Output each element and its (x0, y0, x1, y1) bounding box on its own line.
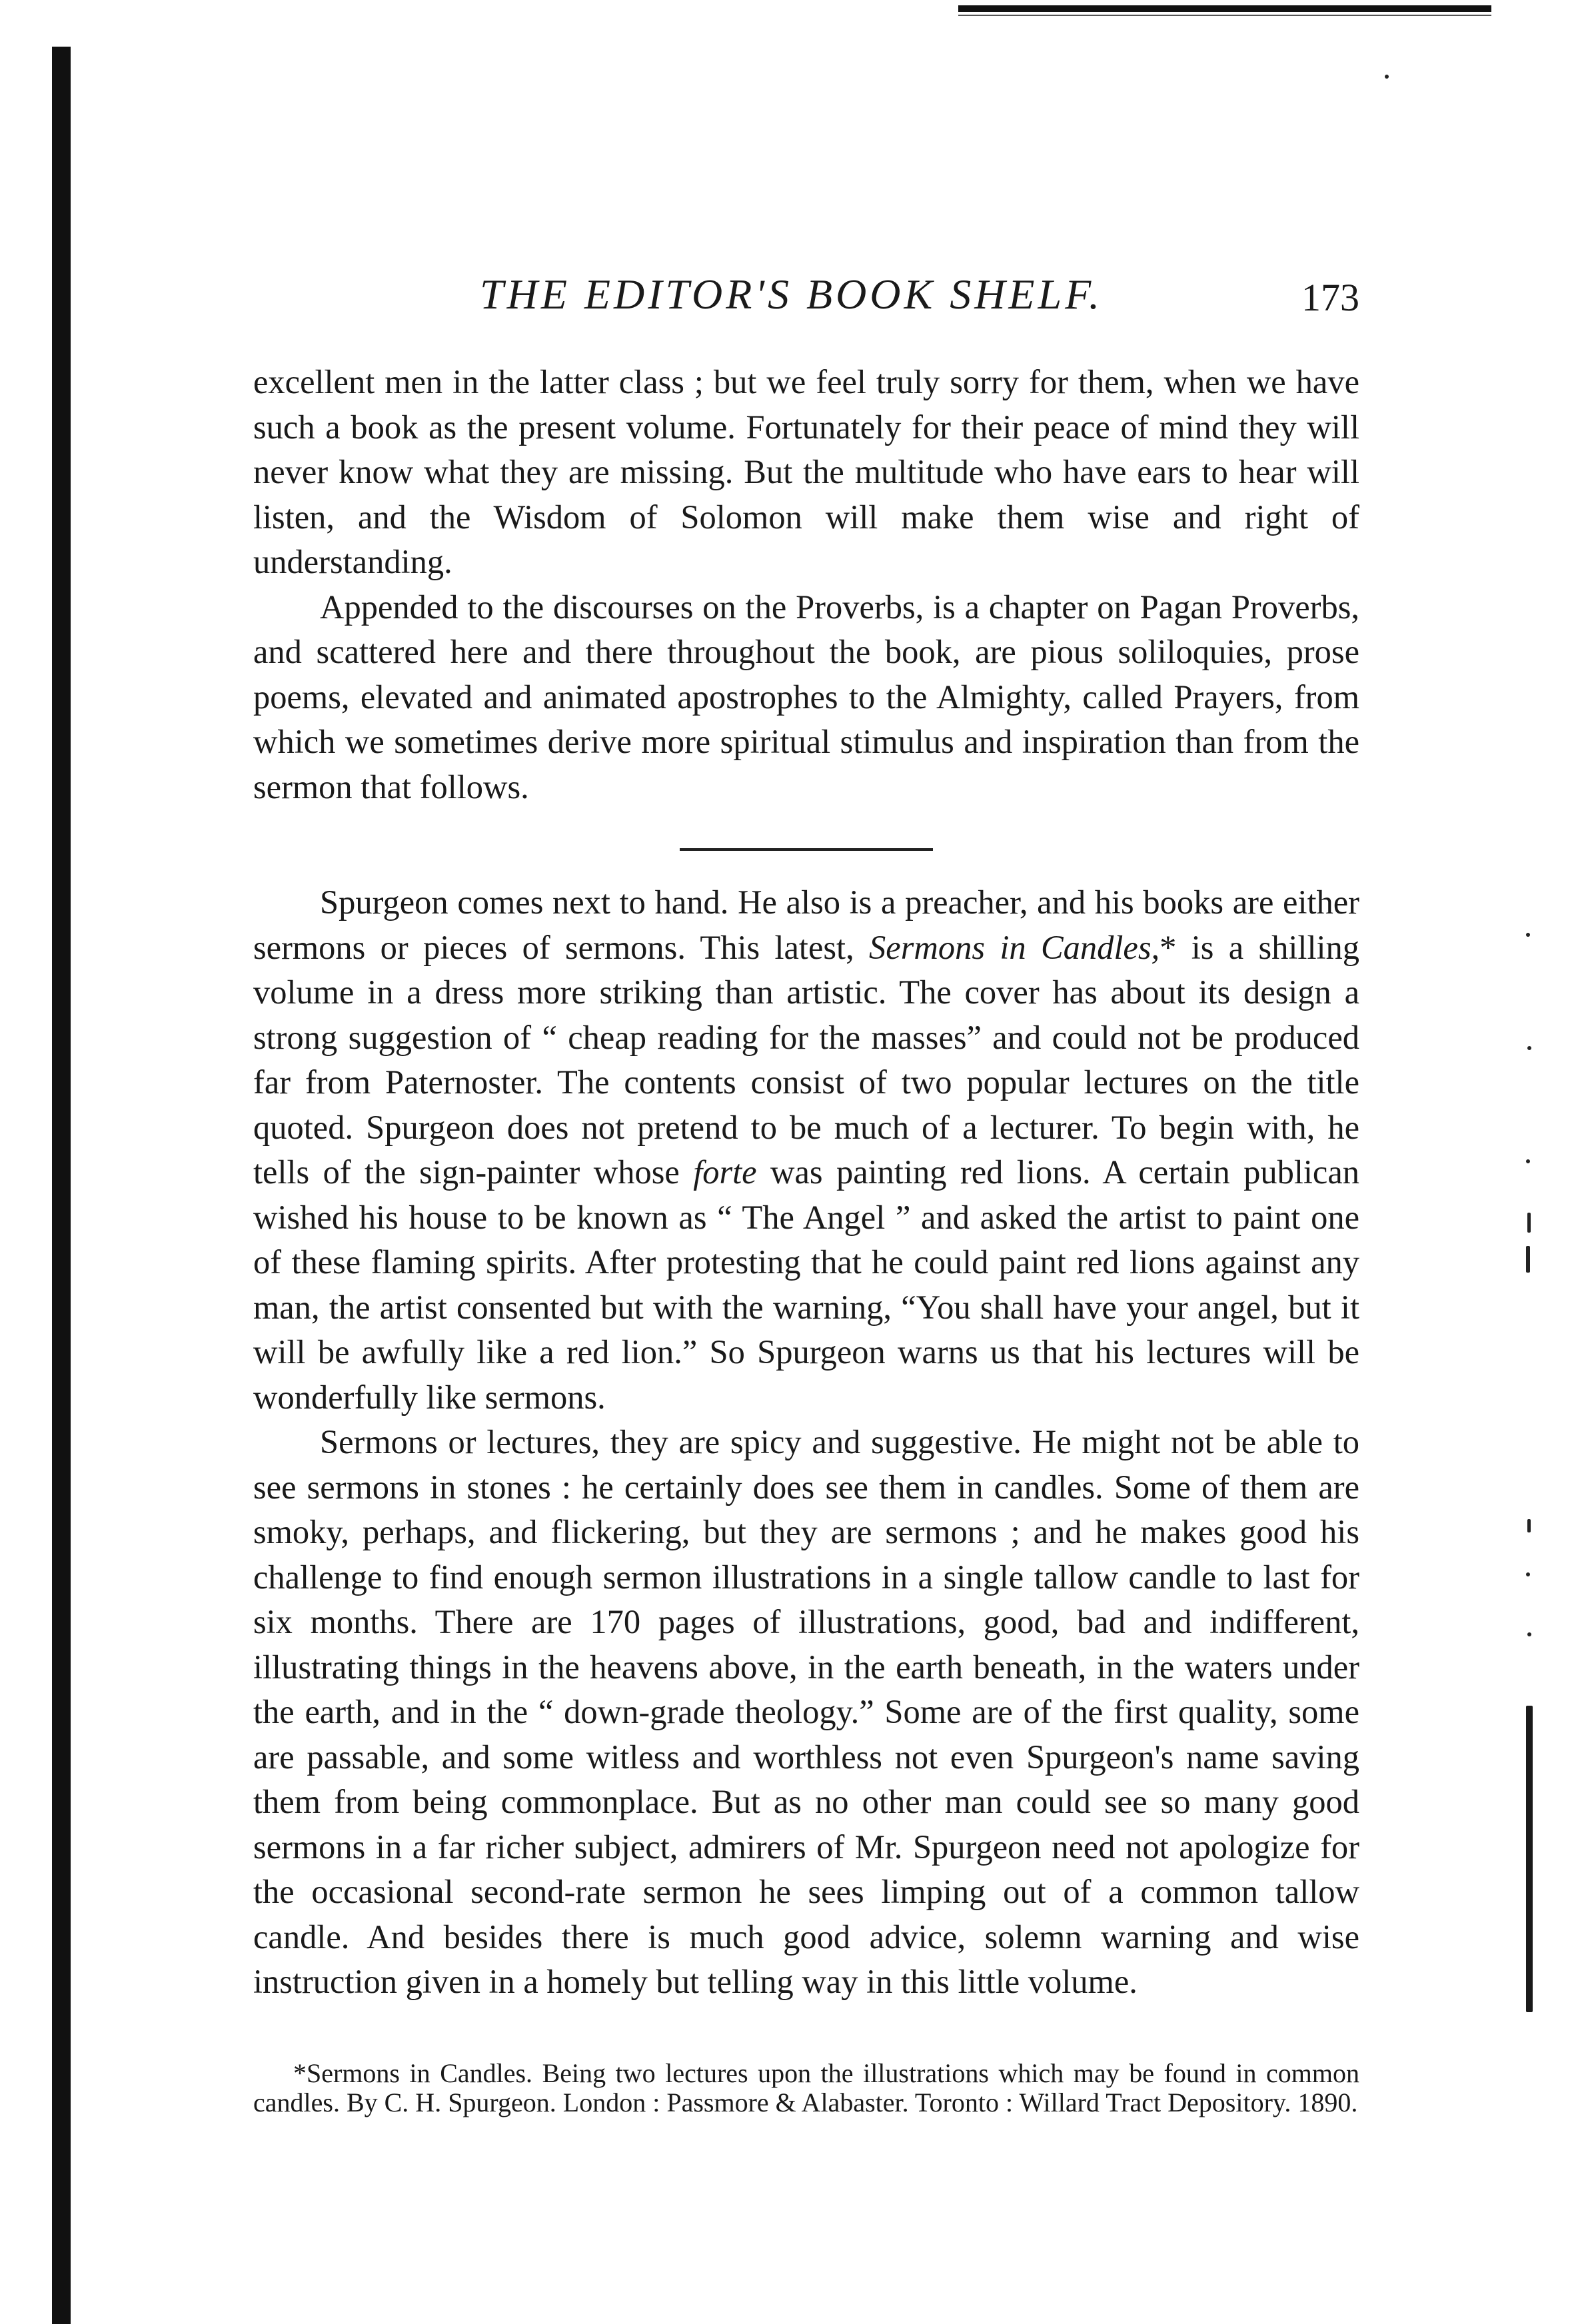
scan-speck (1527, 1213, 1531, 1233)
scan-right-edge (1526, 933, 1533, 2324)
paragraph: Sermons or lectures, they are spicy and suggestive. He might not be able to see sermons in stones : he certainly does see them in candles. Some of them are smoky, perhaps, and flickering, but they are sermons ; and he makes good his challenge to find enough sermon illustrations in a single tallow candle to last for six months. There are 170 pages of illustrations, good, bad and indifferent, illustrating things in the heavens above, in the earth beneath, in the waters under the earth, and in the “ down-grade theology.” Some are of the first quality, some are passable, and some witless and worthless not even Spurgeon's name saving them from being commonplace. But as no other man could see so many good sermons in a far richer subject, admirers of Mr. Spurgeon need not apologize for the occasional second-rate sermon he sees limping out of a common tallow candle. And besides there is much good advice, solemn warning and wise instruction given in a homely but telling way in this little volume. (253, 1423, 1359, 2000)
scan-speck (1526, 1572, 1530, 1576)
scan-speck (1526, 933, 1530, 937)
scan-speck (1527, 1632, 1531, 1636)
scan-speck (1526, 1706, 1533, 2012)
top-rule-thin (958, 15, 1491, 16)
page-number: 173 (1301, 276, 1359, 319)
italic-word: forte (693, 1153, 757, 1191)
paragraph: Appended to the discourses on the Proverbs, is a chapter on Pagan Proverbs, and scattered here and there throughout the book, are pious soliloquies, prose poems, elevated and animated apostrophes to the Almighty, called Prayers, from which we sometimes derive more spiritual stimulus and inspiration than from the sermon that follows. (253, 588, 1359, 806)
footnote (253, 2059, 1359, 2117)
footnote-text: *Sermons in Candles. Being two lectures upon the illustrations which may be found in common candles. By C. H. Spurgeon. London : Passmore & Alabaster. Toronto : Willard Tract Depository. 1890. (253, 2058, 1359, 2117)
scan-speck (1527, 1519, 1531, 1532)
paragraph: excellent men in the latter class ; but we feel truly sorry for them, when we have such a book as the present volume. Fortunately for their peace of mind they will never know what they are missing. But the multitude who have ears to hear will listen, and the Wisdom of Solomon will make them wise and right of understanding. (253, 363, 1359, 580)
running-title: THE EDITOR'S BOOK SHELF. (480, 271, 1103, 318)
text-run: Spurgeon comes next to hand. He also is a preacher, and his books are either sermons or pieces of sermons. This latest, (253, 883, 1359, 966)
text-run: * is a shilling volume in a dress more striking than artistic. The cover has about its design a strong suggestion of “ cheap reading for the masses” and could not be produced far from Paternoster. The contents consist of two popular lectures on the title quoted. Spurgeon does not pretend to be much of a lecturer. To begin with, he tells of the sign-painter whose (253, 928, 1360, 1191)
section-divider (680, 848, 933, 851)
top-rule (958, 5, 1491, 12)
body-text (253, 360, 1359, 2005)
scan-speck (1385, 75, 1389, 79)
page-header (253, 270, 1359, 330)
scan-speck (1527, 1046, 1531, 1050)
book-title: Sermons in Candles, (869, 928, 1160, 966)
scan-edge-shadow (52, 47, 71, 2324)
paragraph (253, 880, 1359, 1420)
scan-speck (1526, 1246, 1530, 1273)
scan-speck (1526, 1159, 1530, 1163)
text-run: was painting red lions. A certain publican wished his house to be known as “ The Angel ” and asked the artist to paint one of these flaming spirits. After protesting that he could paint red lions against any man, the artist consented but with the warning, “You shall have your angel, but it will be awfully like a red lion.” So Spurgeon warns us that his lectures will be wonderfully like sermons. (253, 1153, 1359, 1416)
